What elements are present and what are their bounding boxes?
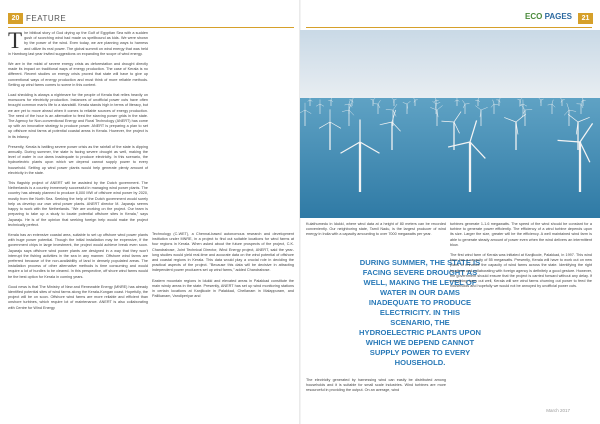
- paragraph: The electricity generated by harnessing wind can easily be distributed among households and it is suitable for small scale industries. Wind turbines are more resourceful in providing the output. On an average, wind: [306, 378, 446, 393]
- paragraph: Load shedding is always a nightmare for the people of Kerala that relies heavily on monsoons for electricity production. Instances of unofficial power cuts have often brought common man's life to a standstill. Kerala stands high in terms of literacy, but we are yet to move ahead when it comes to reliable sources of energy production. The need of the hour is an alternative to feed the starving power grids in the state. The Agency for Non-conventional Energy and Rural Technology (ANERT) has come up with an innovative strategy to produce power. ANERT is preparing a plan to set up offshore wind farms at potential coastal areas in Kerala. However, the project is in its infancy.: [8, 93, 148, 139]
- paragraph: Good news is that The Ministry of New and Renewable Energy (MNRE) has already identified potential sites of wind farms along the Kerala-Kongan coast. Hopefully, the project will be on soon. Offshore wind farms are more reliable and efficient than onshore turbines, which require lot of maintenance. ANERT is also collaborating with Centre for Wind Energy: [8, 284, 148, 310]
- magazine-logo: ECO PAGES: [524, 12, 572, 21]
- paragraph: We are in the midst of severe energy crisis as deforestation and drought directly made its impact on traditional ways of energy production. The case of Kerala is no different. Recent studies on energy crisis proved that state will have to give up conventional ways of energy production and must think of more reliable methods. Setting up wind farms comes to scene in this context.: [8, 62, 148, 87]
- intro-paragraph: The biblical story of God drying up the Gulf of Egyptian Sea with a sudden gush of scorching wind had made us spellbound as kids. We were shown by the power of the wind. Even today, we are planning ways to harness and utilize its real power. The global summit on wind energy that was held in Hamburg last year invited suggestions on expanding the scope of wind energy.: [8, 31, 148, 56]
- issue-date: March 2017: [546, 408, 570, 413]
- paragraph: Presently, Kerala is battling severe power crisis as the rainfall of the state is dipping annually. During summer, the state is facing severe drought as well, making the level of water in our dams inadequate to produce electricity. In this scenario, the hydroelectric plants upon which we depend cannot supply power to every household. Setting up wind power plants would help generate plenty amount of electricity in the state.: [8, 144, 148, 175]
- section-label: FEATURE: [26, 14, 67, 23]
- paragraph: Kerala has an extensive coastal area, suitable to set up offshore wind power plants with huge power potential. Though the initial installation may be expensive, if the government chips in large investment, the project would achieve break even soon. Jayaraju says offshore wind power plants are designed in a way that they won't interrupt the fishing activities in the sea in any manner. Offshore wind farms are preferred because of the non-availability of land in densely populated areas. The installation process of other alternative methods is time consuming and would require a lot of hurdles to be cleared. In this perspective, off shore wind farms would be the best option for Kerala in coming years.: [8, 232, 148, 279]
- drop-cap: T: [8, 31, 23, 53]
- paragraph: This flagship project of ANERT will be assisted by the Dutch government. The Netherlands is a country immensely successful in managing wind power plants. The country has already planned to produce 6,000 MW of offshore wind power by 2020, mostly from the North Sea. Seeking the help of the Dutch government would surely help us develop our own wind power plants. ANERT director M. Jayaraju seems happy to work with the Netherlands. "We are working on the project. Our team is preparing to take up a study to locate potential offshore sites in Kerala," says Jayaraju. He is of the opinion that seeking foreign help would make the project technically perfect.: [8, 181, 148, 227]
- paragraph: turbines generate 1-1.6 megawatts. The speed of the wind should be constant for a turbine to generate power efficiently. The efficiency of a wind turbine depends upon its size. Larger the size, greater will be the efficiency. A well maintained wind farm is able to generate steady amount of power even when the wind delivers an intermittent blow.: [450, 222, 592, 247]
- paragraph: Eastern mountain regions in Idukki and elevated areas in Palakkad constitute the main windy areas in the state. Presently, ANERT has set up wind monitoring stations in certain locations at Kanjikode in Palakkad, Chellanam in Malappuram, and Pallikanam, Vandiperiyar and: [152, 278, 294, 299]
- article-column-2: [152, 232, 294, 407]
- left-page-number: 20: [8, 13, 23, 24]
- article-column-3-bottom: [306, 378, 446, 408]
- article-column-3: [306, 222, 446, 262]
- paragraph: The first wind farm of Kerala was initiated at Kanjikode, Palakkad, in 1997. This wind farm has a capacity of 55 megawatts. Presently, Kerala will have to work out on new plans to enhance the capacity of wind farms across the state. Identifying the right locations and collaborating with foreign agency is definitely a good gesture. However, the government should ensure that the project is carried forward without any delay. If everything turns out well, Kerala will see wind farms churning out power to feed the households and hopefully we would not be annoyed by unofficial power cuts.: [450, 253, 592, 289]
- pull-quote: DURING SUMMER, THE STATE IS FACING SEVERE DROUGHT AS WELL, MAKING THE LEVEL OF WATER IN OUR DAMS INADEQUATE TO PRODUCE ELECTRICITY. IN THIS SCENARIO, THE HYDROELECTRIC PLANTS UPON WHICH WE DEPEND CANNOT SUPPLY POWER TO EVERY HOUSEHOLD.: [359, 258, 481, 367]
- article-column-1: [8, 31, 148, 407]
- paragraph: Kulathumedu in Idukki, where wind data at a height of 80 meters can be recorded conveniently. Our neighboring state, Tamil Nadu, is the largest producer of wind energy in India with a capacity amounting to over 7000 megawatts per year.: [306, 222, 446, 237]
- paragraph: Technology (C-WET), a Chennai-based autonomous research and development institution under MNRE, in a project to find out suitable locations for wind farms at four regions in Kerala. When asked about the future prospects of the project, C.K. Chandrabose, Joint Technical Director, Wind Energy project, ANERT, said the year-long studies would yield real-time and accurate data on the wind potential of offshore and coastal regions in Kerala. This data would play a crucial role in deciding the practical aspects of the project. "Because this data will be decisive in attracting independent power producers set up wind farms," added Chandrabose.: [152, 232, 294, 273]
- header-rule-right: [306, 27, 592, 28]
- logo-prefix: EC: [524, 12, 537, 21]
- offshore-wind-farm-photo: [300, 30, 600, 218]
- article-column-4: [450, 222, 592, 407]
- logo-word: PAGES: [544, 12, 572, 21]
- right-page-number: 21: [578, 13, 593, 24]
- header-rule-left: [8, 27, 294, 28]
